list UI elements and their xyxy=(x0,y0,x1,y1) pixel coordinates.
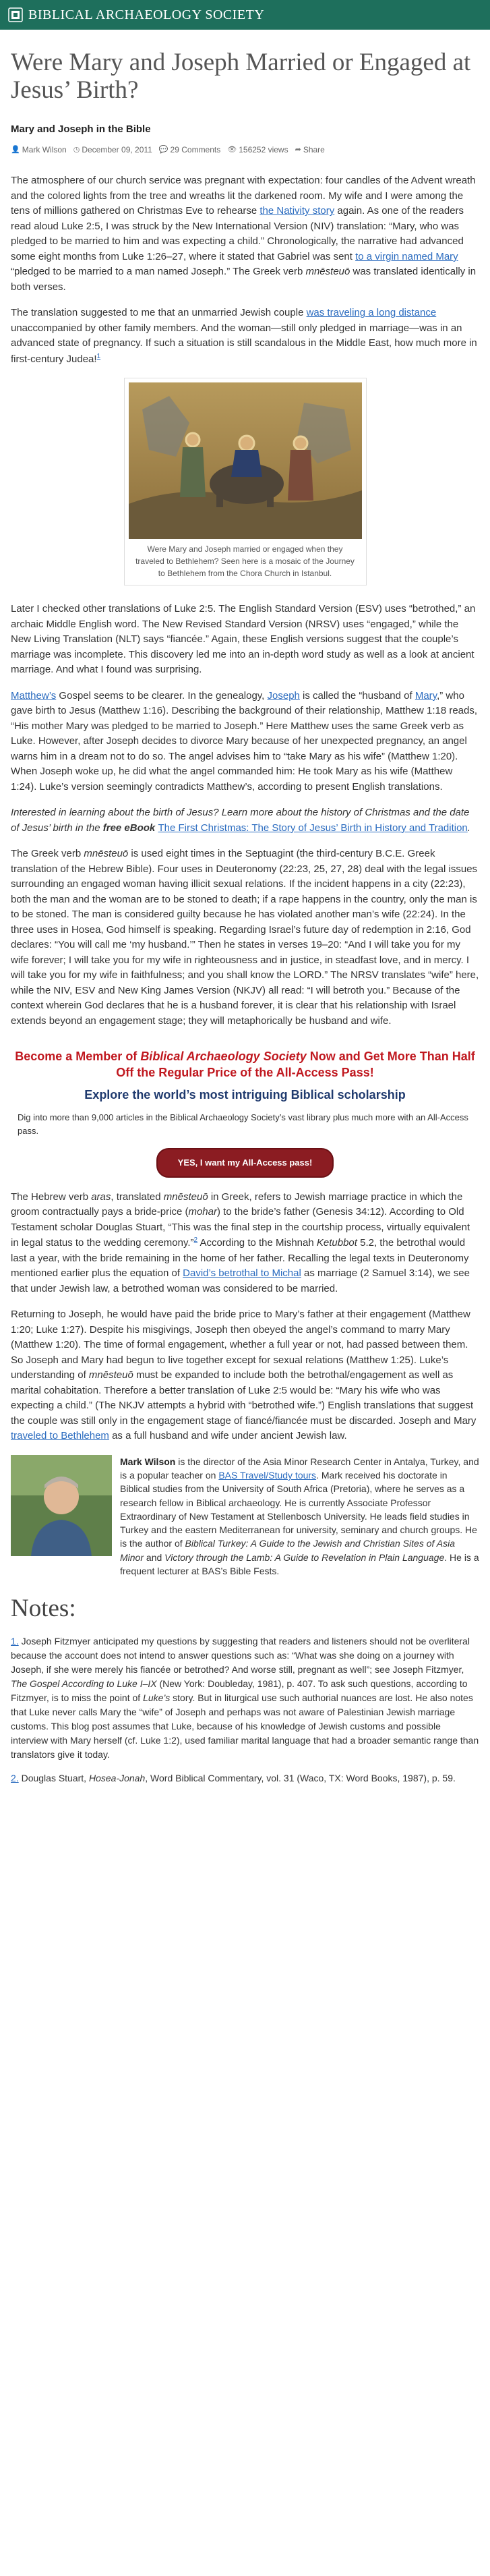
author-bio xyxy=(11,1455,479,1578)
article-meta xyxy=(11,144,479,156)
notes-heading: Notes: xyxy=(11,1595,76,1623)
mosaic-figure xyxy=(124,378,367,585)
comment-count: 29 Comments xyxy=(170,145,221,155)
paragraph-6: The Hebrew verb aras, translated mnēsteuō in Greek, refers to Jewish marriage practice in which the groom contractually pays a bride-price (mohar) to the bride’s father (Genesis 34:12). According to Old Testament scholar Douglas Stuart, “This was the final step in the courtship process, virtually equivalent in legal status to the wedding ceremony.”$^2$ According to the Mishnah Ketubbot 5.2, the betrothal would last a year, with the bride remaining in the home of her father. Recalling the legal texts in Deuteronomy mentioned earlier plus the equation of David’s betrothal to Michal as marriage (2 Samuel 3:14), we see that under Jewish law, a betrothed woman was considered to be married. xyxy=(11,1191,470,1294)
link-first-christmas-ebook[interactable]: The First Christmas: The Story of Jesus’ Birth in History and Tradition xyxy=(158,822,468,834)
article-subtitle: Mary and Joseph in the Bible xyxy=(11,123,151,135)
eye-icon: 👁 xyxy=(227,146,237,154)
note-2-anchor[interactable]: 2. xyxy=(11,1772,19,1783)
paragraph-2: The translation suggested to me that an unmarried Jewish couple was traveling a long distance unaccompanied by other family members. And the woman—still only pledged in marriage—was in an advanced state of pregnancy. If such a situation is still scandalous in the Middle East, how much more in first-century Judea!$^1$ xyxy=(11,307,477,365)
meta-date xyxy=(73,144,152,156)
footnote-ref-2[interactable]: 2 xyxy=(193,1236,198,1244)
article-title: Were Mary and Joseph Married or Engaged at Jesus’ Birth? xyxy=(11,49,471,105)
bio-author-name: Mark Wilson xyxy=(120,1456,176,1467)
cta-subheading: Explore the world’s most intriguing Biblical scholarship xyxy=(84,1088,406,1102)
bio-text: Mark Wilson is the director of the Asia Minor Research Center in Antalya, Turkey, and is a popular teacher on BAS Travel/Study tours. Mark received his doctorate in Biblical studies from the University of South Africa (Pretoria), where he serves as a research fellow in Biblical archaeology. He is currently Associate Professor Extraordinary of New Testament at Stellenbosch University. He leads field studies in Turkey and the eastern Mediterranean for university, seminary and church groups. He is the author of Biblical Turkey: A Guide to the Jewish and Christian Sites of Asia Minor and Victory through the Lamb: A Guide to Revelation in Plain Language. He is a frequent lecturer at BAS’s Bible Fests. xyxy=(120,1456,479,1577)
link-nativity-story[interactable]: the Nativity story xyxy=(259,205,335,217)
paragraph-7: Returning to Joseph, he would have paid the bride price to Mary’s father at their engagement (Matthew 1:20; Luke 1:27). Despite his misgivings, Joseph then obeyed the angel’s command to marry Mary (Matthew 1:20). The time of formal engagement, whether a full year or not, had passed between them. So Joseph and Mary had begun to live together except for sexual relations (Matthew 1:25). Luke’s understanding of mnēsteuō must be expanded to include both the betrothal/engagement as well as marital cohabitation. Therefore a better translation of Luke 2:5 would be: “Mary his wife who was expecting a child.” (The NKJV attempts a hybrid with “betrothed wife.”) English translations that suggest the couple was still only in the engagement stage of fiancé/fiancée must be discarded. Joseph and Mary traveled to Bethlehem as a full husband and wife under ancient Jewish law. xyxy=(11,1309,477,1442)
share-label: Share xyxy=(303,145,325,155)
share-icon: ➦ xyxy=(295,146,301,154)
link-david-michal[interactable]: David’s betrothal to Michal xyxy=(183,1267,301,1280)
cta-heading: Become a Member of Biblical Archaeology Society Now and Get More Than Half Off the Regular Price of the All-Access Pass! xyxy=(15,1050,475,1079)
link-traveling[interactable]: was traveling a long distance xyxy=(306,307,437,319)
view-count: 156252 views xyxy=(239,145,288,155)
meta-views xyxy=(227,144,288,156)
user-icon: 👤 xyxy=(11,146,20,154)
meta-comments[interactable] xyxy=(159,144,220,156)
mosaic-image xyxy=(129,382,362,539)
note-1-anchor[interactable]: 1. xyxy=(11,1635,19,1647)
site-header xyxy=(0,0,490,30)
membership-cta xyxy=(11,1039,479,1189)
author-photo xyxy=(11,1455,112,1556)
meta-share[interactable] xyxy=(295,144,325,156)
article-container xyxy=(0,49,490,1815)
all-access-pass-button[interactable]: YES, I want my All-Access pass! xyxy=(156,1148,334,1178)
author-name: Mark Wilson xyxy=(22,145,67,155)
link-virgin-mary[interactable]: to a virgin named Mary xyxy=(355,250,458,262)
link-bas-travel[interactable]: BAS Travel/Study tours xyxy=(218,1469,317,1481)
paragraph-5: The Greek verb mnēsteuō is used eight times in the Septuagint (the third-century B.C.E. Greek translation of the Hebrew Bible). Four uses in Deuteronomy (22:23, 25, 27, 28) deal with the legal issues surrounding an engaged woman having illicit sexual relations. If the incident happens in a city (22:23), both the man and the woman are to be stoned to death; if a rape happens in the country, only the man is to be stoned. The man is considered guilty because he has violated another man’s wife (22:24). In the three uses in Hosea, God himself is speaking. Regarding Israel’s future day of redemption in 2:16, God declares: “You will call me ‘my husband.’” Then he states in verses 19–20: “And I will take you for my wife forever; I will take you for my wife in righteousness and in justice, in steadfast love, and in mercy. I will take you for my wife in faithfulness; and you shall know the LORD.” The NRSV translates “wife” here, while the NIV, ESV and New King James Version (NKJV) all read: “I will betroth you.” Because of the context wherein God declares that he is a husband forever, it is clear that his relationship with Israel extends beyond an engagement stage; they will metaphorically be husband and wife. xyxy=(11,848,479,1027)
bas-logo-icon[interactable] xyxy=(8,7,23,22)
note-2: 2. Douglas Stuart, Hosea-Jonah, Word Biblical Commentary, vol. 31 (Waco, TX: Word Books, 1987), p. 59. xyxy=(11,1772,456,1783)
paragraph-1: The atmosphere of our church service was pregnant with expectation: four candles of the Advent wreath and the colored lights from the tree and wreaths lit the darkened room. My wife and I were among the tens of millions gathered on Christmas Eve to rehearse the Nativity story again. As one of the readers read aloud Luke 2:5, I was struck by the New International Version (NIV) translation: “Mary, who was pledged to be married to him and was expecting a child.” Chronologically, the narrative had advanced some eight months from Luke 1:26–27, where it stated that Gabriel was sent to a virgin named Mary “pledged to be married to a man named Joseph.” The Greek verb mnēsteuō was translated identically in both verses. xyxy=(11,175,477,293)
comment-icon: 💬 xyxy=(158,146,169,154)
footnote-ref-1[interactable]: 1 xyxy=(96,352,101,360)
post-date: December 09, 2011 xyxy=(82,145,152,155)
note-1: 1. Joseph Fitzmyer anticipated my questions by suggesting that readers and listeners should not be overliteral because the account does not intend to answer questions such as: “What was she doing on a journey with Joseph, if she were merely his fiancée or betrothed? And worse still, pregnant as well”; see Joseph Fitzmyer, The Gospel According to Luke I–IX (New York: Doubleday, 1981), p. 407. To ask such questions, according to Fitzmyer, is to miss the point of Luke’s story. But in liturgical use such authorial nuances are lost. He also notes that Luke never calls Mary the “wife” of Joseph and perhaps was not aware of Palestinian Jewish marriage customs. This blog post assumes that Luke, because of his knowledge of Jewish customs and possible interview with Mary herself (cf. Luke 1:2), used familiar marital language that had a broader semantic range than translators give it today. xyxy=(11,1635,479,1760)
cta-text: Dig into more than 9,000 articles in the Biblical Archaeology Society’s vast library plus much more with an All-Access pass. xyxy=(18,1112,468,1136)
clock-icon: ◷ xyxy=(73,146,80,154)
site-brand[interactable]: BIBLICAL ARCHAEOLOGY SOCIETY xyxy=(28,7,265,22)
meta-author[interactable] xyxy=(11,144,67,156)
link-mary[interactable]: Mary xyxy=(415,689,437,702)
link-joseph[interactable]: Joseph xyxy=(267,689,300,702)
link-matthew[interactable]: Matthew’s xyxy=(11,689,57,702)
paragraph-4: Matthew’s Gospel seems to be clearer. In the genealogy, Joseph is called the “husband of Mary,” who gave birth to Jesus (Matthew 1:16). Describing the background of their relationship, Matthew 1:18 reads, “His mother Mary was pledged to be married to Joseph.” Here Matthew uses the same Greek verb as Luke. However, after Joseph decides to divorce Mary because of her unexpected pregnancy, an angel warns him in a dream not to do so. The angel advises him to “take Mary as his wife” (Matthew 1:20). When Joseph woke up, he did what the angel commanded him: He took Mary as his wife (Matthew 1:24). Luke’s version seemingly contradicts Matthew’s, according to present English translations. xyxy=(11,689,478,793)
ebook-promo: Interested in learning about the birth of Jesus? Learn more about the history of Christmas and the date of Jesus’ birth in the free eBook The First Christmas: The Story of Jesus’ Birth in History and Tradition. xyxy=(11,807,470,834)
figure-caption: Were Mary and Joseph married or engaged when they traveled to Bethlehem? Seen here is a mosaic of the Journey to Bethlehem from the Chora Church in Istanbul. xyxy=(135,544,355,579)
link-traveled-bethlehem[interactable]: traveled to Bethlehem xyxy=(11,1430,109,1442)
paragraph-3: Later I checked other translations of Luke 2:5. The English Standard Version (ESV) uses “betrothed,” an archaic Middle English word. The New Revised Standard Version (NRSV) uses “engaged,” while the New Living Translation (NLT) says “fiancée.” Again, these English versions suggest that the couple’s marriage was incomplete. This discovery led me into an in-depth word study as well as a look at ancient marriage. And what I found was surprising. xyxy=(11,603,476,676)
